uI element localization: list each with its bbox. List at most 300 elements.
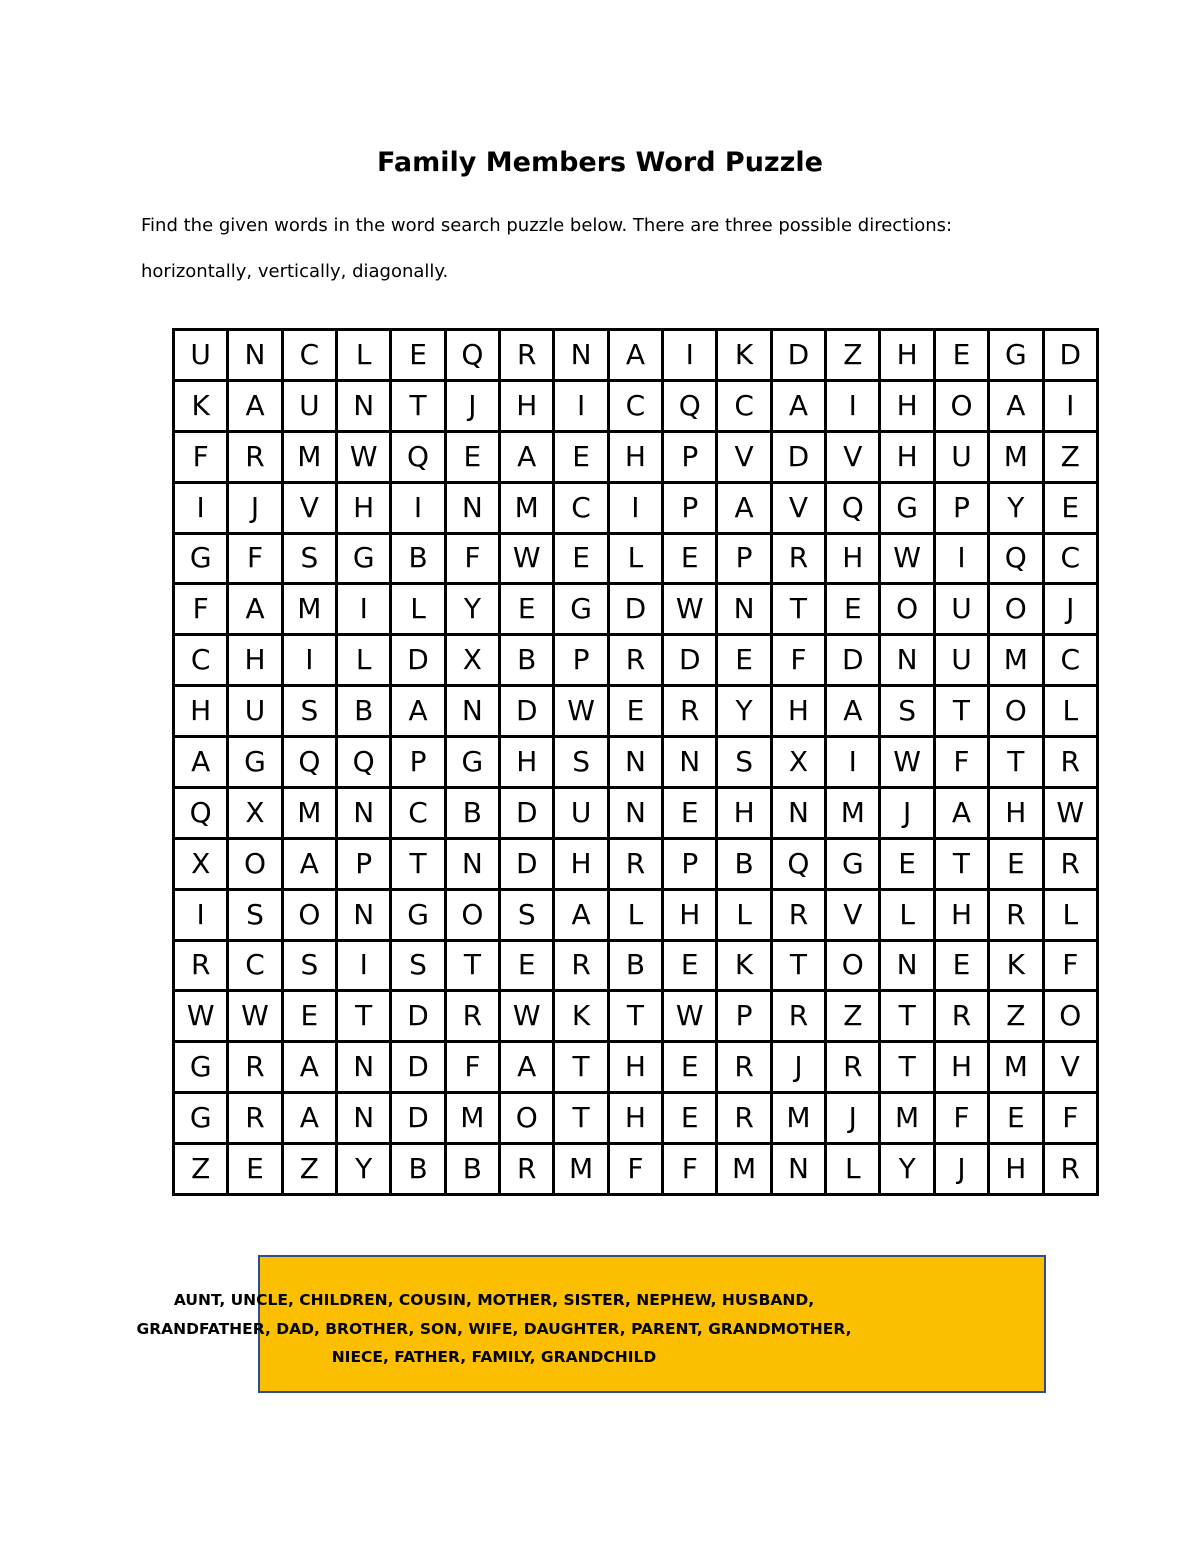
grid-cell: E bbox=[934, 330, 988, 381]
grid-cell: R bbox=[608, 838, 662, 889]
grid-cell: J bbox=[445, 380, 499, 431]
grid-cell: L bbox=[1043, 686, 1098, 737]
grid-cell: N bbox=[608, 737, 662, 788]
grid-cell: H bbox=[717, 787, 771, 838]
grid-cell: T bbox=[989, 737, 1043, 788]
grid-cell: A bbox=[500, 1042, 554, 1093]
grid-cell: D bbox=[391, 991, 445, 1042]
grid-cell: U bbox=[228, 686, 282, 737]
grid-cell: R bbox=[717, 1093, 771, 1144]
grid-cell: E bbox=[989, 838, 1043, 889]
grid-row bbox=[174, 635, 1098, 686]
grid-cell: V bbox=[717, 431, 771, 482]
grid-cell: X bbox=[771, 737, 825, 788]
grid-cell: S bbox=[880, 686, 934, 737]
grid-cell: N bbox=[337, 1042, 391, 1093]
grid-cell: N bbox=[880, 940, 934, 991]
grid-cell: W bbox=[337, 431, 391, 482]
grid-cell: N bbox=[663, 737, 717, 788]
grid-cell: E bbox=[554, 431, 608, 482]
word-list-line-1: AUNT, UNCLE, CHILDREN, COUSIN, MOTHER, SISTER, NEPHEW, HUSBAND, bbox=[173, 1291, 815, 1309]
grid-cell: Z bbox=[174, 1144, 228, 1195]
grid-cell: H bbox=[500, 380, 554, 431]
grid-row bbox=[174, 330, 1098, 381]
grid-cell: F bbox=[1043, 1093, 1098, 1144]
grid-cell: I bbox=[826, 737, 880, 788]
grid-cell: H bbox=[989, 787, 1043, 838]
grid-cell: I bbox=[663, 330, 717, 381]
grid-cell: A bbox=[500, 431, 554, 482]
grid-cell: E bbox=[880, 838, 934, 889]
grid-cell: H bbox=[934, 889, 988, 940]
grid-cell: H bbox=[174, 686, 228, 737]
grid-cell: A bbox=[282, 1042, 336, 1093]
grid-cell: F bbox=[1043, 940, 1098, 991]
grid-cell: D bbox=[391, 1042, 445, 1093]
grid-cell: G bbox=[337, 533, 391, 584]
word-list bbox=[100, 1286, 888, 1372]
grid-cell: S bbox=[500, 889, 554, 940]
grid-cell: M bbox=[989, 1042, 1043, 1093]
instructions-line-2: horizontally, vertically, diagonally. bbox=[141, 261, 449, 282]
grid-cell: H bbox=[880, 330, 934, 381]
grid-cell: K bbox=[554, 991, 608, 1042]
grid-cell: H bbox=[989, 1144, 1043, 1195]
grid-cell: Y bbox=[989, 482, 1043, 533]
grid-cell: N bbox=[771, 787, 825, 838]
grid-cell: A bbox=[717, 482, 771, 533]
grid-cell: P bbox=[663, 482, 717, 533]
grid-cell: P bbox=[663, 838, 717, 889]
grid-cell: X bbox=[174, 838, 228, 889]
grid-cell: Z bbox=[989, 991, 1043, 1042]
grid-cell: E bbox=[445, 431, 499, 482]
grid-cell: W bbox=[500, 991, 554, 1042]
grid-cell: O bbox=[282, 889, 336, 940]
grid-cell: R bbox=[228, 1042, 282, 1093]
grid-cell: D bbox=[771, 330, 825, 381]
grid-cell: I bbox=[554, 380, 608, 431]
word-list-line-3: NIECE, FATHER, FAMILY, GRANDCHILD bbox=[331, 1348, 657, 1366]
grid-cell: Q bbox=[337, 737, 391, 788]
grid-cell: A bbox=[228, 380, 282, 431]
grid-cell: J bbox=[228, 482, 282, 533]
grid-cell: M bbox=[826, 787, 880, 838]
grid-cell: M bbox=[880, 1093, 934, 1144]
grid-cell: I bbox=[174, 889, 228, 940]
grid-cell: B bbox=[391, 1144, 445, 1195]
word-list-line-2: GRANDFATHER, DAD, BROTHER, SON, WIFE, DAUGHTER, PARENT, GRANDMOTHER, bbox=[136, 1319, 852, 1338]
grid-cell: N bbox=[445, 686, 499, 737]
grid-cell: F bbox=[228, 533, 282, 584]
grid-cell: C bbox=[717, 380, 771, 431]
grid-cell: D bbox=[771, 431, 825, 482]
grid-cell: U bbox=[934, 584, 988, 635]
grid-cell: K bbox=[989, 940, 1043, 991]
grid-cell: H bbox=[228, 635, 282, 686]
grid-cell: D bbox=[391, 1093, 445, 1144]
grid-cell: E bbox=[500, 940, 554, 991]
grid-cell: S bbox=[282, 533, 336, 584]
grid-cell: I bbox=[826, 380, 880, 431]
grid-cell: A bbox=[228, 584, 282, 635]
grid-cell: V bbox=[282, 482, 336, 533]
grid-cell: W bbox=[554, 686, 608, 737]
grid-cell: O bbox=[445, 889, 499, 940]
grid-row bbox=[174, 737, 1098, 788]
grid-cell: K bbox=[717, 940, 771, 991]
grid-row bbox=[174, 1144, 1098, 1195]
grid-cell: T bbox=[934, 686, 988, 737]
grid-cell: A bbox=[282, 1093, 336, 1144]
grid-cell: Q bbox=[391, 431, 445, 482]
grid-cell: I bbox=[337, 940, 391, 991]
grid-cell: V bbox=[771, 482, 825, 533]
grid-cell: E bbox=[663, 1093, 717, 1144]
grid-cell: H bbox=[663, 889, 717, 940]
grid-cell: C bbox=[1043, 635, 1098, 686]
grid-cell: B bbox=[391, 533, 445, 584]
grid-cell: P bbox=[717, 533, 771, 584]
grid-cell: R bbox=[989, 889, 1043, 940]
grid-cell: H bbox=[500, 737, 554, 788]
grid-cell: P bbox=[554, 635, 608, 686]
grid-cell: E bbox=[826, 584, 880, 635]
grid-cell: F bbox=[174, 584, 228, 635]
grid-cell: C bbox=[282, 330, 336, 381]
grid-cell: O bbox=[989, 584, 1043, 635]
grid-cell: L bbox=[337, 330, 391, 381]
grid-row bbox=[174, 584, 1098, 635]
grid-cell: T bbox=[554, 1093, 608, 1144]
grid-cell: E bbox=[663, 1042, 717, 1093]
grid-cell: D bbox=[608, 584, 662, 635]
grid-cell: W bbox=[880, 737, 934, 788]
grid-cell: Q bbox=[771, 838, 825, 889]
grid-cell: H bbox=[554, 838, 608, 889]
grid-cell: S bbox=[282, 940, 336, 991]
grid-cell: H bbox=[826, 533, 880, 584]
grid-cell: R bbox=[445, 991, 499, 1042]
grid-cell: K bbox=[174, 380, 228, 431]
grid-cell: G bbox=[880, 482, 934, 533]
grid-cell: N bbox=[337, 380, 391, 431]
grid-cell: A bbox=[282, 838, 336, 889]
grid-cell: T bbox=[445, 940, 499, 991]
grid-cell: O bbox=[228, 838, 282, 889]
grid-row bbox=[174, 787, 1098, 838]
grid-cell: T bbox=[771, 940, 825, 991]
grid-cell: E bbox=[934, 940, 988, 991]
grid-cell: C bbox=[554, 482, 608, 533]
grid-row bbox=[174, 380, 1098, 431]
grid-cell: F bbox=[174, 431, 228, 482]
grid-cell: M bbox=[989, 431, 1043, 482]
grid-cell: Y bbox=[717, 686, 771, 737]
grid-cell: E bbox=[1043, 482, 1098, 533]
grid-cell: A bbox=[934, 787, 988, 838]
grid-cell: N bbox=[880, 635, 934, 686]
grid-cell: A bbox=[826, 686, 880, 737]
grid-cell: E bbox=[228, 1144, 282, 1195]
grid-cell: G bbox=[554, 584, 608, 635]
grid-cell: L bbox=[826, 1144, 880, 1195]
grid-cell: R bbox=[500, 1144, 554, 1195]
grid-cell: F bbox=[445, 533, 499, 584]
grid-cell: L bbox=[880, 889, 934, 940]
grid-cell: B bbox=[445, 787, 499, 838]
grid-cell: R bbox=[1043, 737, 1098, 788]
grid-cell: L bbox=[337, 635, 391, 686]
grid-cell: S bbox=[554, 737, 608, 788]
grid-cell: D bbox=[826, 635, 880, 686]
grid-row bbox=[174, 940, 1098, 991]
grid-cell: D bbox=[500, 838, 554, 889]
grid-cell: R bbox=[554, 940, 608, 991]
grid-cell: E bbox=[717, 635, 771, 686]
grid-cell: B bbox=[717, 838, 771, 889]
grid-cell: F bbox=[934, 737, 988, 788]
grid-cell: J bbox=[826, 1093, 880, 1144]
grid-cell: K bbox=[717, 330, 771, 381]
grid-cell: E bbox=[391, 330, 445, 381]
grid-cell: N bbox=[337, 787, 391, 838]
grid-cell: H bbox=[934, 1042, 988, 1093]
grid-cell: L bbox=[391, 584, 445, 635]
grid-cell: R bbox=[934, 991, 988, 1042]
grid-cell: R bbox=[771, 533, 825, 584]
grid-cell: S bbox=[391, 940, 445, 991]
grid-cell: T bbox=[608, 991, 662, 1042]
grid-cell: D bbox=[391, 635, 445, 686]
grid-cell: R bbox=[663, 686, 717, 737]
grid-cell: U bbox=[934, 431, 988, 482]
grid-cell: L bbox=[1043, 889, 1098, 940]
grid-cell: J bbox=[771, 1042, 825, 1093]
grid-cell: F bbox=[934, 1093, 988, 1144]
grid-cell: L bbox=[608, 533, 662, 584]
grid-cell: C bbox=[608, 380, 662, 431]
grid-cell: W bbox=[663, 584, 717, 635]
grid-cell: G bbox=[826, 838, 880, 889]
grid-cell: A bbox=[391, 686, 445, 737]
grid-cell: T bbox=[337, 991, 391, 1042]
grid-cell: N bbox=[337, 889, 391, 940]
grid-cell: C bbox=[174, 635, 228, 686]
grid-cell: I bbox=[391, 482, 445, 533]
grid-cell: R bbox=[771, 889, 825, 940]
grid-cell: T bbox=[880, 1042, 934, 1093]
grid-cell: R bbox=[608, 635, 662, 686]
grid-cell: M bbox=[445, 1093, 499, 1144]
grid-cell: R bbox=[174, 940, 228, 991]
grid-cell: F bbox=[608, 1144, 662, 1195]
grid-cell: W bbox=[500, 533, 554, 584]
grid-cell: P bbox=[717, 991, 771, 1042]
grid-cell: O bbox=[1043, 991, 1098, 1042]
grid-cell: D bbox=[1043, 330, 1098, 381]
grid-cell: Z bbox=[826, 991, 880, 1042]
grid-cell: E bbox=[663, 533, 717, 584]
grid-row bbox=[174, 431, 1098, 482]
grid-cell: W bbox=[228, 991, 282, 1042]
grid-cell: O bbox=[500, 1093, 554, 1144]
grid-cell: D bbox=[500, 787, 554, 838]
page-title: Family Members Word Puzzle bbox=[377, 147, 823, 178]
grid-cell: N bbox=[554, 330, 608, 381]
grid-cell: H bbox=[771, 686, 825, 737]
grid-cell: N bbox=[771, 1144, 825, 1195]
grid-cell: V bbox=[826, 431, 880, 482]
grid-cell: E bbox=[608, 686, 662, 737]
grid-cell: Z bbox=[1043, 431, 1098, 482]
grid-cell: R bbox=[717, 1042, 771, 1093]
grid-cell: V bbox=[826, 889, 880, 940]
grid-cell: A bbox=[989, 380, 1043, 431]
grid-cell: E bbox=[663, 940, 717, 991]
grid-cell: Q bbox=[445, 330, 499, 381]
grid-cell: I bbox=[934, 533, 988, 584]
grid-cell: W bbox=[1043, 787, 1098, 838]
grid-cell: V bbox=[1043, 1042, 1098, 1093]
grid-cell: B bbox=[608, 940, 662, 991]
grid-cell: A bbox=[608, 330, 662, 381]
grid-cell: I bbox=[174, 482, 228, 533]
grid-cell: S bbox=[282, 686, 336, 737]
grid-cell: I bbox=[337, 584, 391, 635]
grid-cell: A bbox=[771, 380, 825, 431]
grid-cell: Y bbox=[445, 584, 499, 635]
grid-cell: U bbox=[174, 330, 228, 381]
grid-cell: N bbox=[445, 482, 499, 533]
grid-cell: S bbox=[228, 889, 282, 940]
grid-cell: T bbox=[391, 380, 445, 431]
grid-cell: P bbox=[391, 737, 445, 788]
grid-cell: L bbox=[608, 889, 662, 940]
grid-cell: A bbox=[174, 737, 228, 788]
grid-cell: C bbox=[391, 787, 445, 838]
grid-cell: S bbox=[717, 737, 771, 788]
grid-cell: T bbox=[554, 1042, 608, 1093]
grid-cell: R bbox=[1043, 1144, 1098, 1195]
grid-cell: W bbox=[663, 991, 717, 1042]
grid-cell: R bbox=[228, 431, 282, 482]
grid-row bbox=[174, 991, 1098, 1042]
grid-cell: Q bbox=[826, 482, 880, 533]
grid-cell: H bbox=[608, 431, 662, 482]
grid-cell: D bbox=[500, 686, 554, 737]
grid-cell: R bbox=[500, 330, 554, 381]
grid-cell: F bbox=[445, 1042, 499, 1093]
instructions bbox=[141, 203, 1081, 295]
grid-row bbox=[174, 838, 1098, 889]
grid-cell: W bbox=[880, 533, 934, 584]
grid-cell: R bbox=[228, 1093, 282, 1144]
grid-cell: R bbox=[1043, 838, 1098, 889]
grid-cell: I bbox=[608, 482, 662, 533]
grid-cell: W bbox=[174, 991, 228, 1042]
grid-cell: Q bbox=[282, 737, 336, 788]
grid-cell: B bbox=[445, 1144, 499, 1195]
grid-cell: G bbox=[445, 737, 499, 788]
grid-cell: G bbox=[174, 1093, 228, 1144]
instructions-line-1: Find the given words in the word search puzzle below. There are three possible directions: bbox=[141, 215, 953, 236]
grid-cell: B bbox=[337, 686, 391, 737]
grid-row bbox=[174, 1093, 1098, 1144]
grid-cell: O bbox=[989, 686, 1043, 737]
grid-cell: M bbox=[282, 584, 336, 635]
grid-cell: I bbox=[1043, 380, 1098, 431]
grid-cell: G bbox=[174, 1042, 228, 1093]
grid-cell: F bbox=[771, 635, 825, 686]
grid-cell: E bbox=[989, 1093, 1043, 1144]
grid-cell: O bbox=[934, 380, 988, 431]
grid-cell: Z bbox=[282, 1144, 336, 1195]
grid-cell: U bbox=[554, 787, 608, 838]
grid-row bbox=[174, 533, 1098, 584]
grid-cell: G bbox=[174, 533, 228, 584]
grid-cell: X bbox=[445, 635, 499, 686]
grid-cell: N bbox=[445, 838, 499, 889]
grid-cell: U bbox=[934, 635, 988, 686]
grid-cell: Y bbox=[880, 1144, 934, 1195]
grid-cell: H bbox=[608, 1093, 662, 1144]
grid-cell: M bbox=[989, 635, 1043, 686]
grid-cell: H bbox=[608, 1042, 662, 1093]
grid-cell: H bbox=[880, 431, 934, 482]
grid-cell: C bbox=[228, 940, 282, 991]
grid-cell: N bbox=[228, 330, 282, 381]
grid-cell: H bbox=[880, 380, 934, 431]
grid-cell: T bbox=[391, 838, 445, 889]
grid-cell: P bbox=[663, 431, 717, 482]
grid-cell: F bbox=[663, 1144, 717, 1195]
grid-cell: G bbox=[228, 737, 282, 788]
grid-cell: G bbox=[391, 889, 445, 940]
grid-cell: B bbox=[500, 635, 554, 686]
grid-cell: E bbox=[500, 584, 554, 635]
grid-cell: N bbox=[608, 787, 662, 838]
grid-cell: R bbox=[826, 1042, 880, 1093]
grid-row bbox=[174, 889, 1098, 940]
grid-cell: M bbox=[282, 787, 336, 838]
grid-cell: J bbox=[934, 1144, 988, 1195]
grid-cell: J bbox=[1043, 584, 1098, 635]
grid-cell: E bbox=[554, 533, 608, 584]
grid-cell: N bbox=[717, 584, 771, 635]
grid-cell: P bbox=[934, 482, 988, 533]
grid-cell: M bbox=[500, 482, 554, 533]
grid-cell: X bbox=[228, 787, 282, 838]
grid-cell: Q bbox=[989, 533, 1043, 584]
grid-row bbox=[174, 1042, 1098, 1093]
grid-cell: O bbox=[880, 584, 934, 635]
grid-cell: L bbox=[717, 889, 771, 940]
grid-cell: M bbox=[771, 1093, 825, 1144]
grid-cell: T bbox=[934, 838, 988, 889]
grid-cell: E bbox=[282, 991, 336, 1042]
grid-cell: U bbox=[282, 380, 336, 431]
word-search-grid bbox=[172, 328, 1099, 1196]
grid-cell: Q bbox=[174, 787, 228, 838]
grid-row bbox=[174, 686, 1098, 737]
grid-cell: R bbox=[771, 991, 825, 1042]
grid-cell: J bbox=[880, 787, 934, 838]
grid-cell: T bbox=[771, 584, 825, 635]
grid-cell: Y bbox=[337, 1144, 391, 1195]
grid-cell: P bbox=[337, 838, 391, 889]
grid-cell: D bbox=[663, 635, 717, 686]
